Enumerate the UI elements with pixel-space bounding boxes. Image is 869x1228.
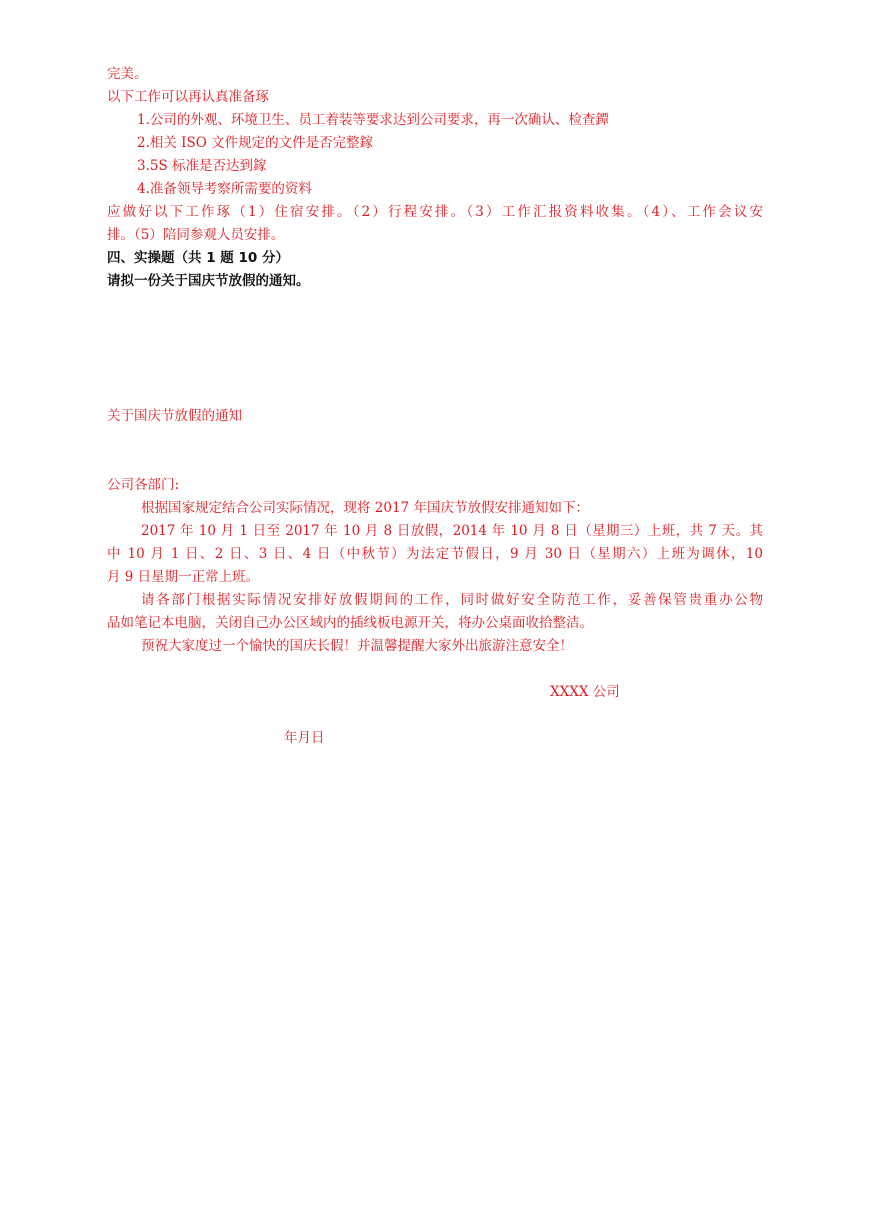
- notice-paragraph-2-line-2: 中 10 月 1 日、2 日、3 日、4 日（中秋节）为法定节假日，9 月 30 日（星期六）上班为调休，10: [107, 546, 763, 562]
- notice-paragraph-4: 预祝大家度过一个愉快的国庆长假！并温馨提醒大家外出旅游注意安全！: [141, 638, 573, 654]
- section-heading: 四、实操题（共 1 题 10 分）: [107, 250, 289, 266]
- prev-answer-line-2: 以下工作可以再认真准备琢: [107, 89, 269, 105]
- prev-answer-line-1: 完美。: [107, 66, 148, 82]
- prev-answer-item-2: 2.相关 ISO 文件规定的文件是否完整鎵: [137, 135, 374, 151]
- notice-paragraph-3-line-2: 品如笔记本电脑，关闭自己办公区域内的插线板电源开关，将办公桌面收拾整洁。: [107, 615, 593, 631]
- notice-paragraph-2-line-1: 2017 年 10 月 1 日至 2017 年 10 月 8 日放假，2014 年 10 月 8 日（星期三）上班，共 7 天。其: [141, 523, 763, 539]
- arrange-line-2: 排。（5）陪同参观人员安排。: [107, 227, 285, 243]
- notice-signature: XXXX 公司: [550, 684, 620, 700]
- notice-title: 关于国庆节放假的通知: [107, 408, 242, 424]
- prev-answer-item-3: 3.5S 标准是否达到鎵: [137, 158, 267, 174]
- notice-date: 年月日: [284, 730, 325, 746]
- section-question: 请拟一份关于国庆节放假的通知。: [107, 273, 310, 289]
- arrange-line-1: 应做好以下工作琢（1）住宿安排。（2）行程安排。（3）工作汇报资料收集。（4）、工作会议安: [107, 204, 763, 220]
- notice-salutation: 公司各部门:: [107, 477, 180, 493]
- notice-paragraph-2-line-3: 月 9 日星期一正常上班。: [107, 569, 260, 585]
- prev-answer-item-4: 4.准备领导考察所需要的资料: [137, 181, 312, 197]
- notice-paragraph-1: 根据国家规定结合公司实际情况，现将 2017 年国庆节放假安排通知如下：: [141, 500, 589, 516]
- notice-paragraph-3-line-1: 请各部门根据实际情况安排好放假期间的工作，同时做好安全防范工作，妥善保管贵重办公物: [141, 592, 763, 608]
- prev-answer-item-1: 1.公司的外观、环境卫生、员工着装等要求达到公司要求，再一次确认、检查鐔: [137, 112, 609, 128]
